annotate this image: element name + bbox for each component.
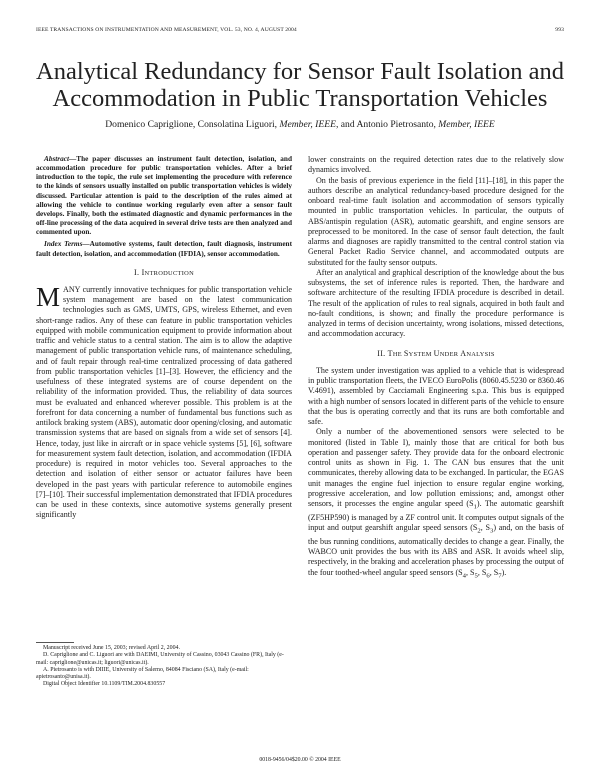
intro-paragraph: MANY currently innovative techniques for public transportation vehicle system management are based on the latest communication technologies such as GMS, UMTS, GPS, wireless Ethernet, and even short-range radios. Any of these can feature in public transportation vehicles equipped with mobile communication equipment to provide information about traffic and vehicle status to a central station. The aim is to allow the adaptive management of public transportation vehicle runs, of maintenance scheduling, and of fault repair through real-time centralized processing of data gathered from public transportation vehicles [1]–[3]. However, the efficiency and the usefulness of these integrated systems are of course dependent on the reliability of the information provided. Thus, the reliability of data sources must be evaluated and enhanced wherever possible. This problem is at the forefront for data concerning a number of fundamental bus functions such as antilock braking system (ABS), automatic door opening/closing, and automatic transmission systems that are based on signals from a wide set of sensors [4]. Hence, today, just like in aircraft or in space vehicle systems [5], [6], software for measurement system fault detection, isolation, and accommodation (IFDIA procedure) is required in motor vehicles too. Several approaches to the detection and isolation of either sensor or actuator failures have been developed in the past years with particular reference to automobile engines [7]–[10]. Their successful implementation demonstrated that IFDIA procedures can be used in these contexts, since automotive systems generally present significantly [36,281,292,520]
index-terms-text: Automotive systems, fault detection, fault diagnosis, instrument fault detection, isolation, and accommodation (IFDIA), sensor accommodation. [36,240,292,258]
footnote-affiliation-2: A. Pietrosanto is with DIIIE, University of Salerno, 84084 Fisciano (SA), Italy (e-mail: apietrosanto@unisa.it). [36,666,249,681]
footnote-received: Manuscript received June 15, 2003; revised April 2, 2004. [43,645,180,651]
footnotes [36,645,292,689]
index-terms-label: Index Terms— [44,240,90,249]
footnote-affiliation-1: D. Capriglione and C. Liguori are with DAEIMI, University of Cassino, 03043 Cassino (FR), Italy (e-mail: capriglione@unicas.it; liguori@unicas.it). [36,652,284,666]
abstract-text: The paper discusses an instrument fault detection, isolation, and accommodation procedure for public transportation vehicles. After a brief introduction to the topic, the rule set implementing the procedure with reference to the kinds of sensors usually installed on public transportation vehicles is widely discussed. Particular attention is paid to the description of the rules aimed at allowing the vehicle to continue working regularly even after a sensor fault develops. Finally, both the estimated diagnostic and dynamic performances in the off-line processing of the data acquired in several drive tests are then analyzed and commented upon. [36,155,292,237]
page-number: 993 [555,27,564,33]
member-label-1: Member, IEEE [279,119,336,130]
footnote-doi: Digital Object Identifier 10.1109/TIM.2004.830557 [43,681,166,688]
index-terms [36,240,292,258]
copyright-footer: 0018-9456/04$20.00 © 2004 IEEE [259,757,341,763]
paragraph: After an analytical and graphical description of the knowledge about the bus subsystems, the set of inference rules is reported. Then, the hardware and software architecture of the resulting IFDIA procedure is described in detail. The result of the application of rules to real signals, acquired in both fault and no-fault conditions, is shown; and finally the procedure performance is analyzed in terms of decision uncertainty, wrong isolations, missed detections, and accommodation accuracy. [308,267,564,339]
drop-cap: M [36,281,61,312]
paragraph: The system under investigation was applied to a vehicle that is widespread in public transportation fleets, the IVECO EuroPolis (8060.45.5230 or 8360.46 V.4691), assembled by Cacciamali Engineering s.p.a. This bus is equipped with a high number of sensors located in different parts of the vehicle to ensure that the bus is operating correctly and that its runs are both comfortable and safe. [308,365,564,426]
paragraph: On the basis of previous experience in the field [11]–[18], in this paper the authors describe an analytical redundancy-based procedure designed for the onboard real-time fault isolation and accommodation of sensors typically mounted in public transportation vehicles. In particular, the outputs of ABS/antispin regulation (ASR), automatic gearshift, and engine sensors are preprocessed to be monitored. In the case of sensor fault detection, the fault alarms and diagnoses are rapidly transmitted to the central control station via General Packet Radio Service channel, and accommodated outputs are substituted for the faulty sensor outputs. [308,175,564,267]
author-names: Domenico Capriglione, Consolatina Liguori, [105,119,280,130]
right-column [308,155,564,582]
paper-title: Analytical Redundancy for Sensor Fault Isolation and Accommodation in Public Transportation Vehicles [36,58,564,112]
paragraph-continued: lower constraints on the required detection rates due to the relatively slow dynamics involved. [308,155,564,175]
left-column [36,155,292,521]
abstract [36,155,292,237]
abstract-label: Abstract— [44,155,77,163]
author-names-2: , and Antonio Pietrosanto, [335,119,439,130]
journal-header: IEEE TRANSACTIONS ON INSTRUMENTATION AND MEASUREMENT, VOL. 53, NO. 4, AUGUST 2004 [36,27,297,33]
running-head [36,27,564,33]
footnote-rule [36,642,74,643]
author-line [20,119,580,130]
section-heading-system: II. THE SYSTEM UNDER ANALYSIS [377,348,495,358]
member-label-2: Member, IEEE [438,119,495,130]
section-heading-introduction: I. INTRODUCTION [134,267,194,277]
paragraph-sensors: Only a number of the abovementioned sensors were selected to be monitored (listed in Table I), mainly those that are critical for both bus operation and passenger safety. They provide data for the onboard electronic control units as shown in Fig. 1. The CAN bus ensures that the unit communicates, thereby allowing data to be exchanged. In particular, the EGAS unit manages the engine fuel injection to ensure regular engine working, progressive acceleration, and low pollution emissions; and, amongst other sensors, it processes the engine angular speed $(S_1)$. The automatic gearshift (ZF5HP590) is managed by a ZF control unit. It computes output signals of the input and output gearshift angular speed sensors ($S_2$, $S_3$) and, on the basis of the bus running conditions, automatically decides to change a gear. Finally, the WABCO unit provides the bus with its ABS and ASR. It avoids wheel slip, respectively, in the braking and acceleration phases by processing the output of the four toothed-wheel angular speed sensors ($S_4$, $S_5$, $S_6$, $S_7$). [308,427,565,580]
